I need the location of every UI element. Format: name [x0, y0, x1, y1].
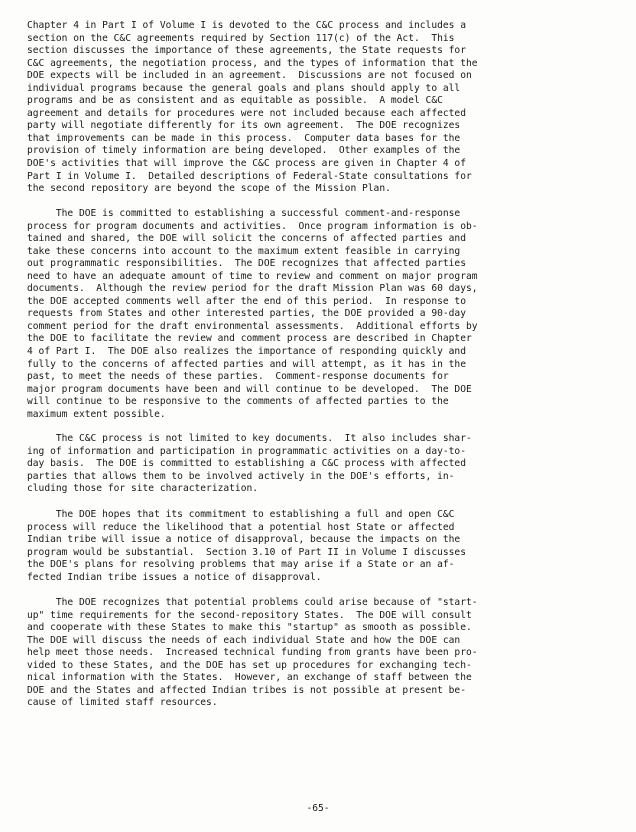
text-line: up" time requirements for the second-repository States. The DOE will consult: [27, 609, 472, 621]
text-line: Part I in Volume I. Detailed descriptions of Federal-State consultations for: [27, 170, 472, 182]
text-line: ing of information and participation in programmatic activities on a day-to-: [27, 445, 466, 457]
text-line: The DOE hopes that its commitment to establishing a full and open C&C: [27, 509, 455, 520]
text-line: the second repository are beyond the scope of the Mission Plan.: [27, 183, 391, 195]
text-line: DOE expects will be included in an agreement. Discussions are not focused on: [27, 70, 472, 82]
text-line: the DOE accepted comments well after the end of this period. In response to: [27, 295, 466, 307]
text-line: The DOE recognizes that potential problems could arise because of "start-: [27, 597, 478, 608]
text-line: party will negotiate differently for its own agreement. The DOE recognizes: [27, 120, 461, 132]
text-line: past, to meet the needs of these parties. Comment-response documents for: [27, 371, 449, 383]
text-line: provision of timely information are being developed. Other examples of the: [27, 145, 461, 157]
text-line: DOE and the States and affected Indian tribes is not possible at present be-: [27, 684, 466, 696]
text-line: individual programs because the general goals and plans should apply to all: [27, 82, 461, 94]
text-line: the DOE's plans for resolving problems that may arise if a State or an af-: [27, 559, 455, 571]
text-line: that improvements can be made in this process. Computer data bases for the: [27, 132, 461, 144]
text-line: DOE's activities that will improve the C&C process are given in Chapter 4 of: [27, 158, 466, 170]
text-line: process will reduce the likelihood that a potential host State or affected: [27, 521, 455, 533]
text-line: programs and be as consistent and as equitable as possible. A model C&C: [27, 95, 443, 107]
text-line: take these concerns into account to the maximum extent feasible in carrying: [27, 245, 461, 257]
page-number: -65-: [306, 803, 330, 814]
text-line: cause of limited staff resources.: [27, 697, 218, 709]
text-line: The DOE will discuss the needs of each individual State and how the DOE can: [27, 634, 461, 646]
text-line: section on the C&C agreements required by Section 117(c) of the Act. This: [27, 32, 455, 44]
paragraph-startup-requirements: [27, 597, 617, 710]
text-line: tained and shared, the DOE will solicit the concerns of affected parties and: [27, 233, 466, 245]
text-line: Chapter 4 in Part I of Volume I is devoted to the C&C process and includes a: [27, 20, 466, 31]
text-line: the DOE to facilitate the review and comment process are described in Chapter: [27, 333, 472, 345]
text-line: The DOE is committed to establishing a successful comment-and-response: [27, 208, 461, 219]
paragraph-notice-of-disapproval: [27, 509, 617, 584]
text-line: requests from States and other interested parties, the DOE provided a 90-day: [27, 308, 466, 320]
text-line: process for program documents and activities. Once program information is ob-: [27, 220, 478, 232]
text-line: day basis. The DOE is committed to establishing a C&C process with affected: [27, 458, 466, 470]
text-line: vided to these States, and the DOE has set up procedures for exchanging tech-: [27, 659, 472, 671]
text-line: need to have an adequate amount of time to review and comment on major program: [27, 270, 478, 282]
text-line: The C&C process is not limited to key documents. It also includes shar-: [27, 433, 472, 444]
text-line: Indian tribe will issue a notice of disapproval, because the impacts on the: [27, 534, 461, 546]
text-line: and cooperate with these States to make this "startup" as smooth as possible.: [27, 622, 472, 634]
text-line: parties that allows them to be involved actively in the DOE's efforts, in-: [27, 470, 455, 482]
text-line: program would be substantial. Section 3.10 of Part II in Volume I discusses: [27, 546, 466, 558]
text-line: section discusses the importance of these agreements, the State requests for: [27, 45, 466, 57]
text-line: fected Indian tribe issues a notice of disapproval.: [27, 571, 322, 583]
text-line: agreement and details for procedures were not included because each affected: [27, 107, 466, 119]
text-line: major program documents have been and will continue to be developed. The DOE: [27, 383, 472, 395]
paragraph-comment-and-response: [27, 208, 617, 421]
text-line: C&C agreements, the negotiation process, and the types of information that the: [27, 57, 478, 69]
text-line: fully to the concerns of affected parties and will attempt, as it has in the: [27, 358, 466, 370]
text-line: documents. Although the review period for the draft Mission Plan was 60 days,: [27, 283, 478, 295]
text-line: will continue to be responsive to the comments of affected parties to the: [27, 396, 449, 408]
text-line: out programmatic responsibilities. The DOE recognizes that affected parties: [27, 258, 466, 270]
paragraph-cc-agreements-chapter: [27, 20, 617, 196]
paragraph-cc-process-scope: [27, 433, 617, 496]
text-line: maximum extent possible.: [27, 408, 166, 420]
text-line: help meet those needs. Increased technical funding from grants have been pro-: [27, 647, 478, 659]
text-line: 4 of Part I. The DOE also realizes the importance of responding quickly and: [27, 346, 466, 358]
text-line: cluding those for site characterization.: [27, 483, 259, 495]
text-line: comment period for the draft environmental assessments. Additional efforts by: [27, 320, 478, 332]
text-line: nical information with the States. However, an exchange of staff between the: [27, 672, 472, 684]
